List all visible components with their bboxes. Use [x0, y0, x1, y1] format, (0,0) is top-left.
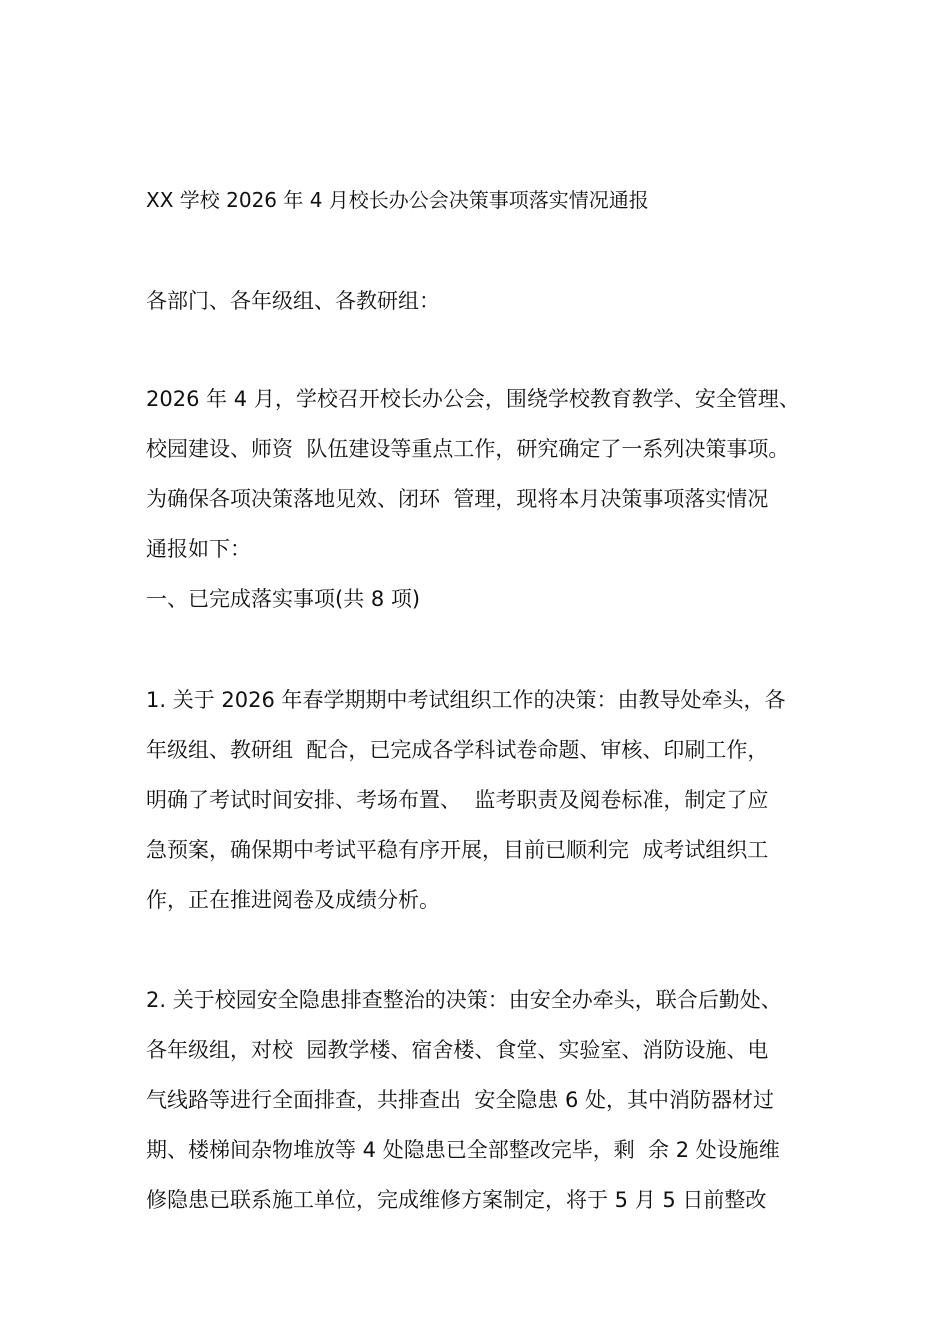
item-1-line: 明确了考试时间安排、考场布置、 监考职责及阅卷标准，制定了应 — [146, 788, 769, 812]
intro-line: 通报如下： — [146, 537, 251, 561]
item-1-line: 年级组、教研组 配合，已完成各学科试卷命题、审核、印刷工作， — [146, 738, 769, 762]
item-2-line: 气线路等进行全面排查，共排查出 安全隐患 6 处，其中消防器材过 — [146, 1088, 775, 1112]
item-2-line: 各年级组，对校 园教学楼、宿舍楼、食堂、实验室、消防设施、电 — [146, 1038, 769, 1062]
intro-line: 校园建设、师资 队伍建设等重点工作，研究确定了一系列决策事项。 — [146, 437, 790, 461]
intro-line: 为确保各项决策落地见效、闭环 管理，现将本月决策事项落实情况 — [146, 487, 769, 511]
item-1-line: 急预案，确保期中考试平稳有序开展，目前已顺利完 成考试组织工 — [146, 838, 769, 862]
item-1-line: 作，正在推进阅卷及成绩分析。 — [146, 888, 440, 912]
item-2-line: 2. 关于校园安全隐患排查整治的决策：由安全办牵头，联合后勤处、 — [146, 988, 782, 1012]
salutation: 各部门、各年级组、各教研组： — [146, 289, 440, 313]
item-2-line: 修隐患已联系施工单位，完成维修方案制定，将于 5 月 5 日前整改 — [146, 1188, 767, 1212]
item-2-line: 期、楼梯间杂物堆放等 4 处隐患已全部整改完毕，剩 余 2 处设施维 — [146, 1138, 780, 1162]
document-title: XX 学校 2026 年 4 月校长办公会决策事项落实情况通报 — [146, 188, 649, 212]
intro-line: 2026 年 4 月，学校召开校长办公会，围绕学校教育教学、安全管理、 — [146, 387, 800, 411]
section-heading: 一、已完成落实事项(共 8 项) — [146, 587, 421, 611]
item-1-line: 1. 关于 2026 年春学期期中考试组织工作的决策：由教导处牵头，各 — [146, 688, 786, 712]
